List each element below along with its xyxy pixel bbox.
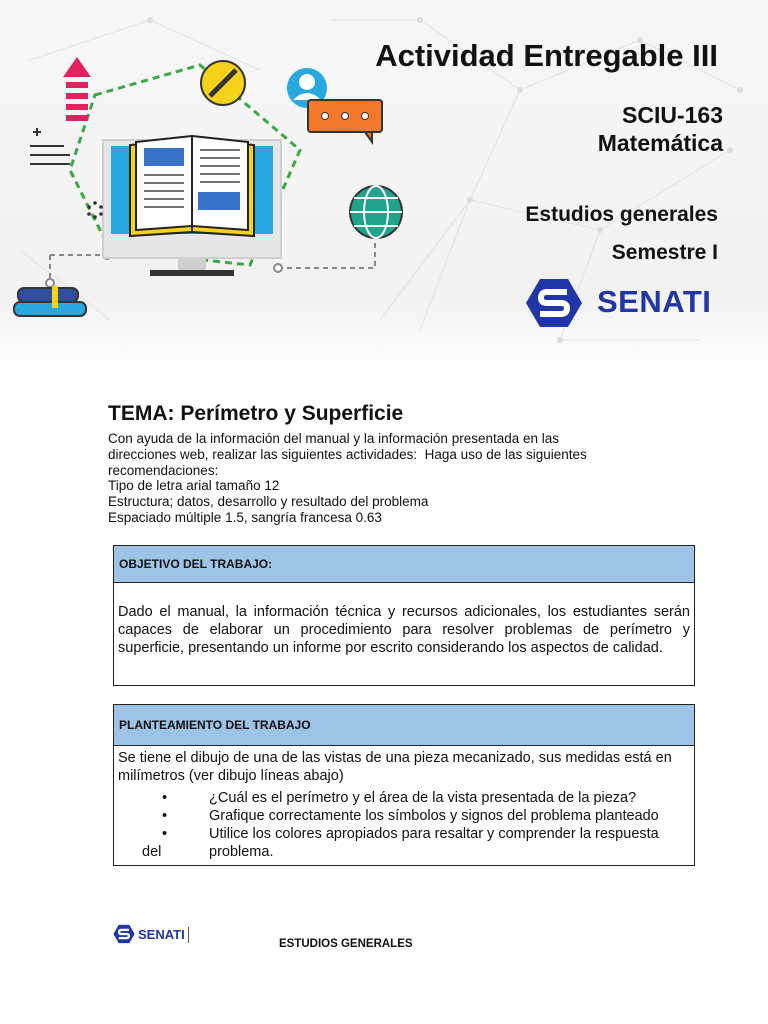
semester-label: Semestre I [611,241,718,264]
senati-logo-text: SENATI [597,284,712,319]
instruction-line: Estructura; datos, desarrollo y resultado del problema [108,494,429,510]
instruction-line: Con ayuda de la información del manual y la información presentada en las [108,431,560,446]
course-code: SCIU-163 [622,102,723,128]
instruction-line: Tipo de letra arial tamaño 12 [108,478,280,494]
senati-logo-icon [525,278,583,328]
chat-bubble-icon [308,100,382,142]
globe-icon [350,186,402,238]
bullet: • [162,790,168,806]
footer-logo-text: SENATI [138,927,185,942]
arrow-up-icon [63,57,91,121]
course-name: Matemática [597,130,723,156]
instruction-line: Espaciado múltiple 1.5, sangría francesa 0.63 [108,509,382,525]
bullet: • [162,808,168,824]
list-item [118,789,690,807]
list-item-text: ¿Cuál es el perímetro y el área de la vista presentada de la pieza? [209,790,637,806]
list-item-text: Utilice los colores apropiados para resaltar y comprender la respuesta [209,826,659,842]
objective-text: Dado el manual, la información técnica y recursos adicionales, los estudiantes serán capaces de elaborar un procedimiento para resolver problemas de perímetro y superficie, presentando un informe por escrito considerando los aspectos de calidad. [118,604,690,656]
instruction-line: direcciones web, realizar las siguientes actividades: Haga uso de las siguientes [108,446,587,462]
objective-table [113,545,695,686]
list-item [118,807,690,825]
instructions [108,431,628,526]
footer-senati-logo [113,924,193,946]
text-lines-icon [30,128,70,164]
list-item [118,825,690,843]
loading-dots-icon [87,201,103,219]
topic-title: TEMA: Perímetro y Superficie [108,402,404,425]
open-book-icon [130,136,254,236]
list-item-continuation [118,843,690,861]
footer-logo-divider [188,927,189,943]
education-illustration [0,40,440,340]
problem-heading: PLANTEAMIENTO DEL TRABAJO [114,705,694,746]
bullet: • [162,826,168,842]
instruction-line: recomendaciones: [108,462,219,478]
cover-banner [0,0,768,372]
books-icon [14,286,86,316]
list-item-text: Grafique correctamente los símbolos y signos del problema planteado [209,808,659,824]
continuation-prefix: del [142,844,162,860]
problem-text: Se tiene el dibujo de una de las vistas de una pieza mecanizado, sus medidas está en milímetros (ver dibujo líneas abajo) [118,750,672,784]
department-label: Estudios generales [525,203,718,226]
pencil-icon [201,61,245,105]
continuation-text: problema. [209,844,274,860]
footer-logo-icon [113,924,135,944]
problem-statement-table [113,704,695,866]
problem-body [114,746,694,861]
activity-title: Actividad Entregable III [375,38,718,73]
objective-heading: OBJETIVO DEL TRABAJO: [114,546,694,583]
footer-label: ESTUDIOS GENERALES [279,938,413,950]
senati-logo [525,278,725,328]
